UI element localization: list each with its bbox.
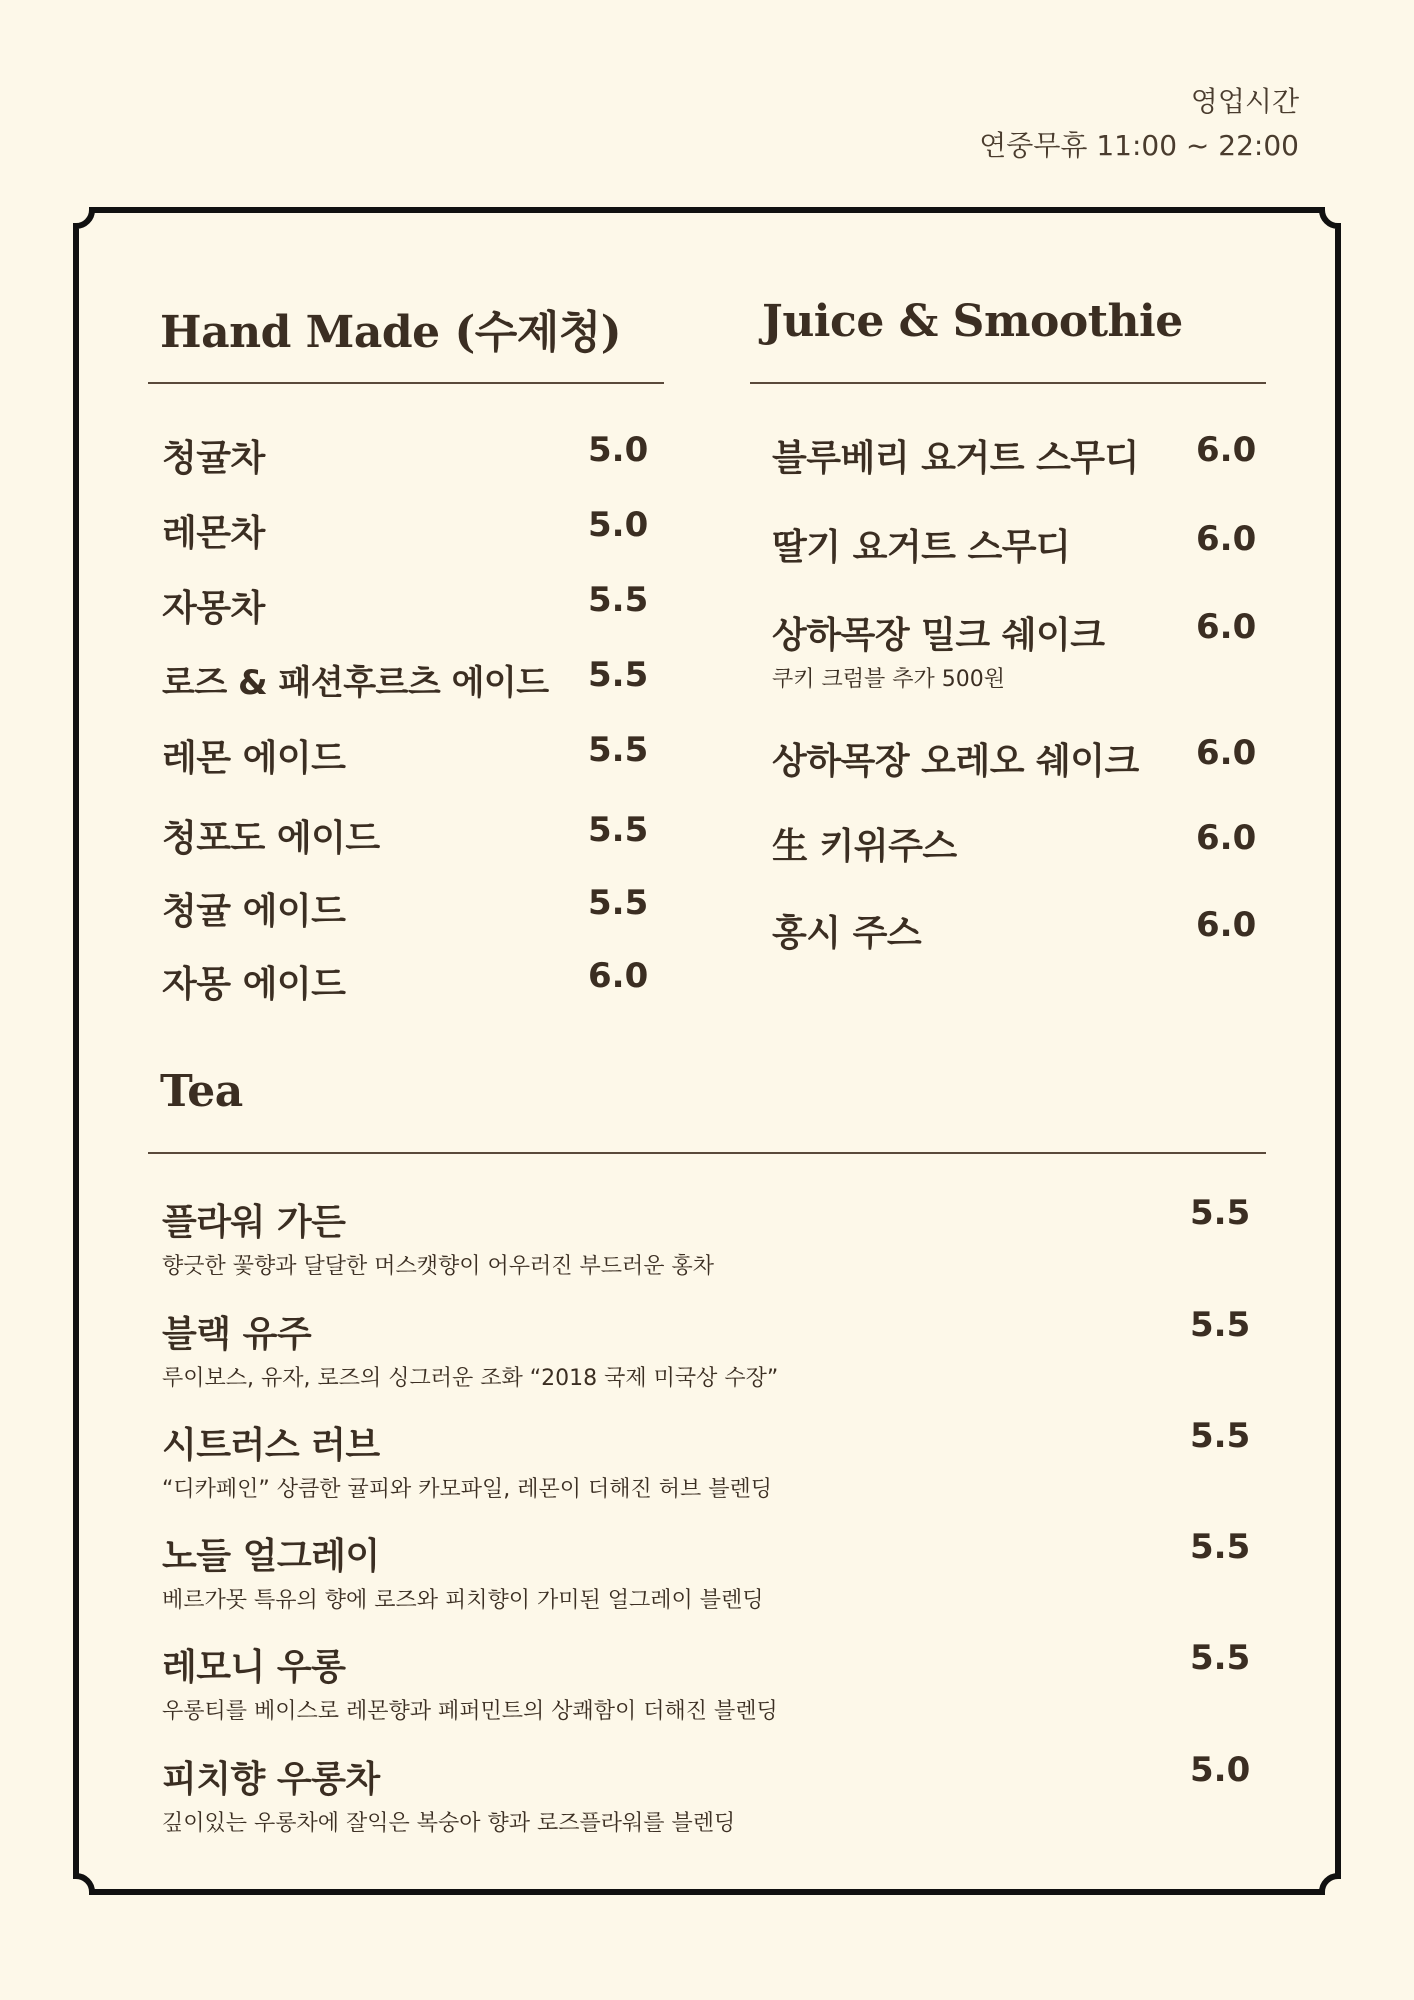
item-price: 5.5	[1190, 1638, 1251, 1678]
menu-item-juice	[772, 733, 1139, 784]
section-title-tea: Tea	[160, 1066, 243, 1117]
divider-juice	[750, 382, 1266, 384]
item-price: 5.5	[588, 730, 649, 770]
item-note: 쿠키 크럼블 추가 500원	[772, 667, 1005, 692]
menu-item-handmade	[162, 655, 549, 704]
item-name: 상하목장 밀크 쉐이크	[772, 615, 1105, 656]
item-name: 상하목장 오레오 쉐이크	[772, 741, 1139, 782]
item-description: 향긋한 꽃향과 달달한 머스캣향이 어우러진 부드러운 홍차	[162, 1254, 715, 1279]
item-price: 5.5	[1190, 1527, 1251, 1567]
item-description: 우롱티를 베이스로 레몬향과 페퍼민트의 상쾌함이 더해진 블렌딩	[162, 1699, 778, 1724]
business-hours	[979, 80, 1299, 168]
item-price: 5.5	[588, 580, 649, 620]
item-price: 5.5	[588, 883, 649, 923]
item-name: 청귤 에이드	[162, 891, 346, 932]
item-name: 플라워 가든	[162, 1202, 346, 1243]
item-price: 5.0	[588, 505, 649, 545]
item-name: 시트러스 러브	[162, 1425, 380, 1466]
item-name: 레몬차	[162, 513, 265, 554]
divider-tea	[148, 1152, 1266, 1154]
menu-item-juice	[772, 519, 1070, 570]
menu-item-tea	[162, 1417, 772, 1503]
menu-item-handmade	[162, 430, 265, 481]
menu-item-handmade	[162, 580, 265, 631]
menu-item-handmade	[162, 810, 380, 861]
menu-item-juice	[772, 430, 1139, 481]
item-price: 5.0	[1190, 1750, 1251, 1790]
item-name: 블루베리 요거트 스무디	[772, 438, 1139, 479]
item-description: 베르가못 특유의 향에 로즈와 피치향이 가미된 얼그레이 블렌딩	[162, 1588, 764, 1613]
item-price: 6.0	[1196, 607, 1257, 647]
item-price: 5.5	[1190, 1416, 1251, 1456]
menu-item-tea	[162, 1306, 778, 1392]
menu-item-juice	[772, 607, 1105, 693]
item-description: 루이보스, 유자, 로즈의 싱그러운 조화 “2018 국제 미국상 수장”	[162, 1366, 779, 1391]
item-price: 6.0	[1196, 519, 1257, 559]
item-price: 5.0	[588, 430, 649, 470]
menu-item-tea	[162, 1194, 714, 1280]
item-price: 6.0	[1196, 430, 1257, 470]
item-name: 자몽차	[162, 588, 265, 629]
menu-item-tea	[162, 1639, 778, 1725]
item-name: 홍시 주스	[772, 913, 922, 954]
item-price: 5.5	[1190, 1193, 1251, 1233]
item-name: 生 키위주스	[772, 826, 957, 867]
item-name: 블랙 유주	[162, 1314, 312, 1355]
item-name: 피치향 우롱차	[162, 1759, 380, 1800]
menu-item-handmade	[162, 956, 345, 1007]
item-name: 레모니 우롱	[162, 1647, 346, 1688]
item-name: 청포도 에이드	[162, 818, 380, 859]
item-name: 자몽 에이드	[162, 964, 346, 1005]
item-name: 로즈 & 패션후르츠 에이드	[162, 663, 549, 703]
item-price: 6.0	[1196, 905, 1257, 945]
item-description: 깊이있는 우롱차에 잘익은 복숭아 향과 로즈플라워를 블렌딩	[162, 1811, 736, 1836]
item-price: 5.5	[1190, 1305, 1251, 1345]
item-name: 딸기 요거트 스무디	[772, 527, 1071, 568]
menu-item-handmade	[162, 883, 345, 934]
item-price: 5.5	[588, 655, 649, 695]
divider-handmade	[148, 382, 664, 384]
section-title-juice: Juice & Smoothie	[762, 296, 1183, 347]
item-price: 6.0	[1196, 818, 1257, 858]
item-price: 6.0	[1196, 733, 1257, 773]
menu-item-juice	[772, 818, 957, 869]
hours-time: 연중무휴 11:00 ~ 22:00	[979, 129, 1299, 162]
menu-item-juice	[772, 905, 921, 956]
menu-item-tea	[162, 1528, 764, 1614]
item-name: 레몬 에이드	[162, 738, 346, 779]
hours-title: 영업시간	[1190, 85, 1299, 118]
item-price: 5.5	[588, 810, 649, 850]
menu-item-handmade	[162, 730, 345, 781]
item-price: 6.0	[588, 956, 649, 996]
menu-item-tea	[162, 1751, 735, 1837]
item-name: 노들 얼그레이	[162, 1536, 380, 1577]
item-name: 청귤차	[162, 438, 265, 479]
item-description: “디카페인” 상큼한 귤피와 카모파일, 레몬이 더해진 허브 블렌딩	[162, 1477, 773, 1502]
menu-item-handmade	[162, 505, 265, 556]
section-title-handmade: Hand Made (수제청)	[160, 307, 622, 358]
